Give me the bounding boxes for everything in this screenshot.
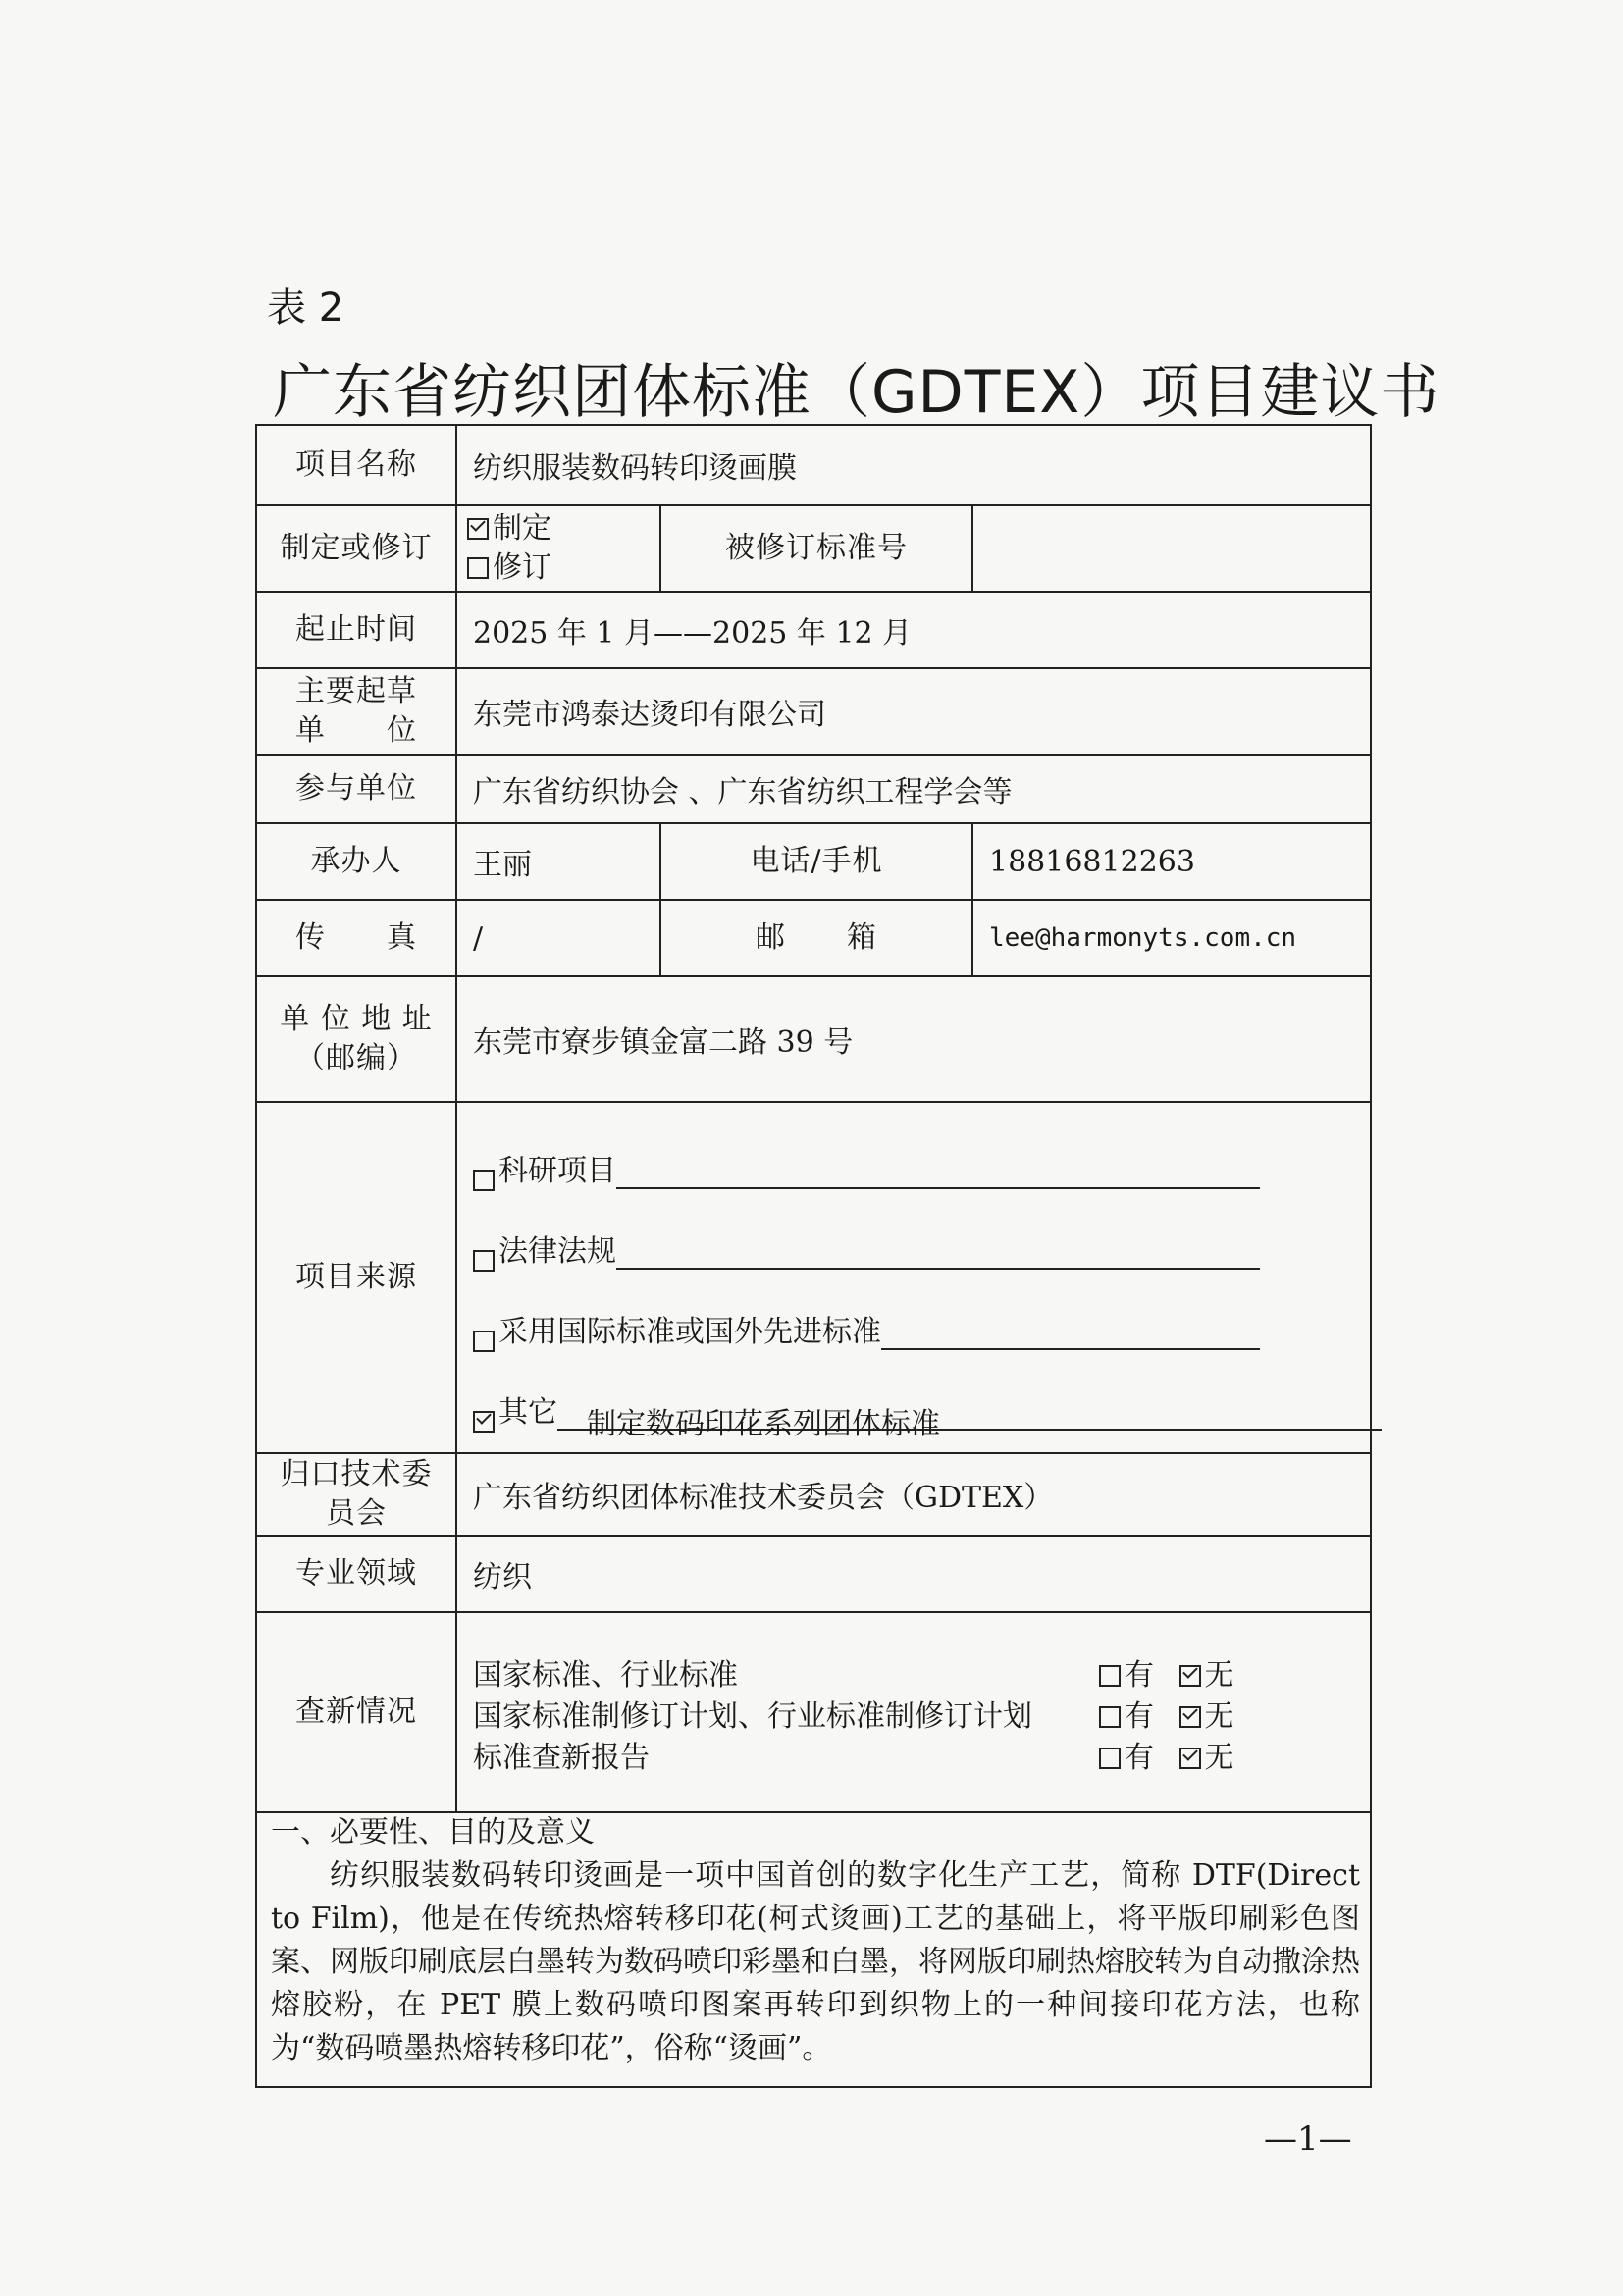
- field-value: 纺织: [473, 1560, 532, 1594]
- option-yes[interactable]: 有: [1099, 1658, 1154, 1693]
- address-value: 东莞市寮步镇金富二路 39 号: [473, 1025, 854, 1060]
- checkbox-empty-icon: [1099, 1706, 1121, 1728]
- option-no[interactable]: 无: [1179, 1699, 1234, 1734]
- checkbox-empty-icon: [473, 1170, 495, 1191]
- type-option-revise[interactable]: 修订: [467, 548, 551, 588]
- option-yes[interactable]: 有: [1099, 1699, 1154, 1734]
- checkbox-checked-icon: [1179, 1665, 1201, 1687]
- participants-label: 参与单位: [295, 771, 417, 806]
- phone-value: 18816812263: [989, 844, 1195, 879]
- checkbox-empty-icon: [467, 557, 489, 579]
- document-title: 广东省纺织团体标准（GDTEX）项目建议书: [273, 358, 1440, 427]
- novelty-row-3: 标准查新报告: [473, 1741, 650, 1775]
- novelty-label: 查新情况: [295, 1695, 417, 1729]
- participants-value: 广东省纺织协会 、广东省纺织工程学会等: [473, 775, 1013, 809]
- checkbox-checked-icon: [473, 1411, 495, 1433]
- address-label: 单 位 地 址 （邮编）: [280, 1002, 433, 1075]
- revised-std-value: [973, 506, 1370, 591]
- fax-value: /: [473, 920, 484, 956]
- checkbox-empty-icon: [1099, 1665, 1121, 1687]
- checkbox-empty-icon: [473, 1331, 495, 1352]
- page-number: —1—: [1264, 2119, 1352, 2159]
- fax-label: 传 真: [295, 920, 417, 955]
- novelty-row-2: 国家标准制修订计划、行业标准制修订计划: [473, 1699, 1032, 1734]
- committee-label: 归口技术委 员会: [280, 1457, 433, 1531]
- checkbox-empty-icon: [1099, 1748, 1121, 1769]
- type-options: [467, 506, 659, 591]
- phone-label: 电话/手机: [750, 844, 883, 878]
- period-value: 2025 年 1 月——2025 年 12 月: [473, 616, 913, 651]
- novelty-row-1: 国家标准、行业标准: [473, 1658, 738, 1693]
- field-label: 专业领域: [295, 1556, 417, 1591]
- contact-label: 承办人: [310, 844, 402, 878]
- source-other-text: 制定数码印花系列团体标准: [557, 1399, 1382, 1431]
- drafter-label: 主要起草 单 位: [295, 674, 417, 748]
- type-label: 制定或修订: [280, 531, 433, 565]
- source-option-research[interactable]: 科研项目: [473, 1146, 1260, 1189]
- email-label: 邮 箱: [756, 920, 877, 955]
- project-name-label: 项目名称: [295, 447, 417, 482]
- table-number: 表 2: [267, 286, 344, 331]
- checkbox-checked-icon: [1179, 1706, 1201, 1728]
- project-name-value: 纺织服装数码转印烫画膜: [473, 451, 797, 486]
- necessity-body: 纺织服装数码转印烫画是一项中国首创的数字化生产工艺，简称 DTF(Direct to Film)，他是在传统热熔转移印花(柯式烫画)工艺的基础上，将平版印刷彩色图案、网版印刷底层白墨转为数码喷印彩墨和白墨，将网版印刷热熔胶转为自动撒涂热熔胶粉，在 PET 膜上数码喷印图案再转印到织物上的一种间接印花方法，也称为“数码喷墨热熔转移印花”，俗称“烫画”。: [271, 1858, 1360, 2065]
- checkbox-empty-icon: [473, 1250, 495, 1272]
- source-option-law[interactable]: 法律法规: [473, 1226, 1260, 1270]
- email-value: lee@harmonyts.com.cn: [989, 923, 1297, 953]
- option-no[interactable]: 无: [1179, 1741, 1234, 1775]
- checkbox-checked-icon: [467, 518, 489, 540]
- source-option-intl-standard[interactable]: 采用国际标准或国外先进标准: [473, 1307, 1260, 1350]
- option-yes[interactable]: 有: [1099, 1741, 1154, 1775]
- period-label: 起止时间: [295, 612, 417, 647]
- necessity-section: [271, 1811, 1360, 2070]
- checkbox-checked-icon: [1179, 1748, 1201, 1769]
- novelty-options-3: [1099, 1733, 1234, 1776]
- option-no[interactable]: 无: [1179, 1658, 1234, 1693]
- novelty-options-1: [1099, 1650, 1234, 1694]
- drafter-value: 东莞市鸿泰达烫印有限公司: [473, 698, 826, 732]
- revised-std-label: 被修订标准号: [725, 531, 908, 565]
- committee-value: 广东省纺织团体标准技术委员会（GDTEX）: [473, 1481, 1054, 1515]
- novelty-options-2: [1099, 1692, 1234, 1735]
- type-option-establish[interactable]: 制定: [467, 509, 551, 548]
- necessity-heading: 一、必要性、目的及意义: [271, 1815, 595, 1850]
- contact-value: 王丽: [473, 848, 532, 882]
- source-label: 项目来源: [295, 1260, 417, 1294]
- source-option-other[interactable]: 其它 制定数码印花系列团体标准: [473, 1387, 1382, 1431]
